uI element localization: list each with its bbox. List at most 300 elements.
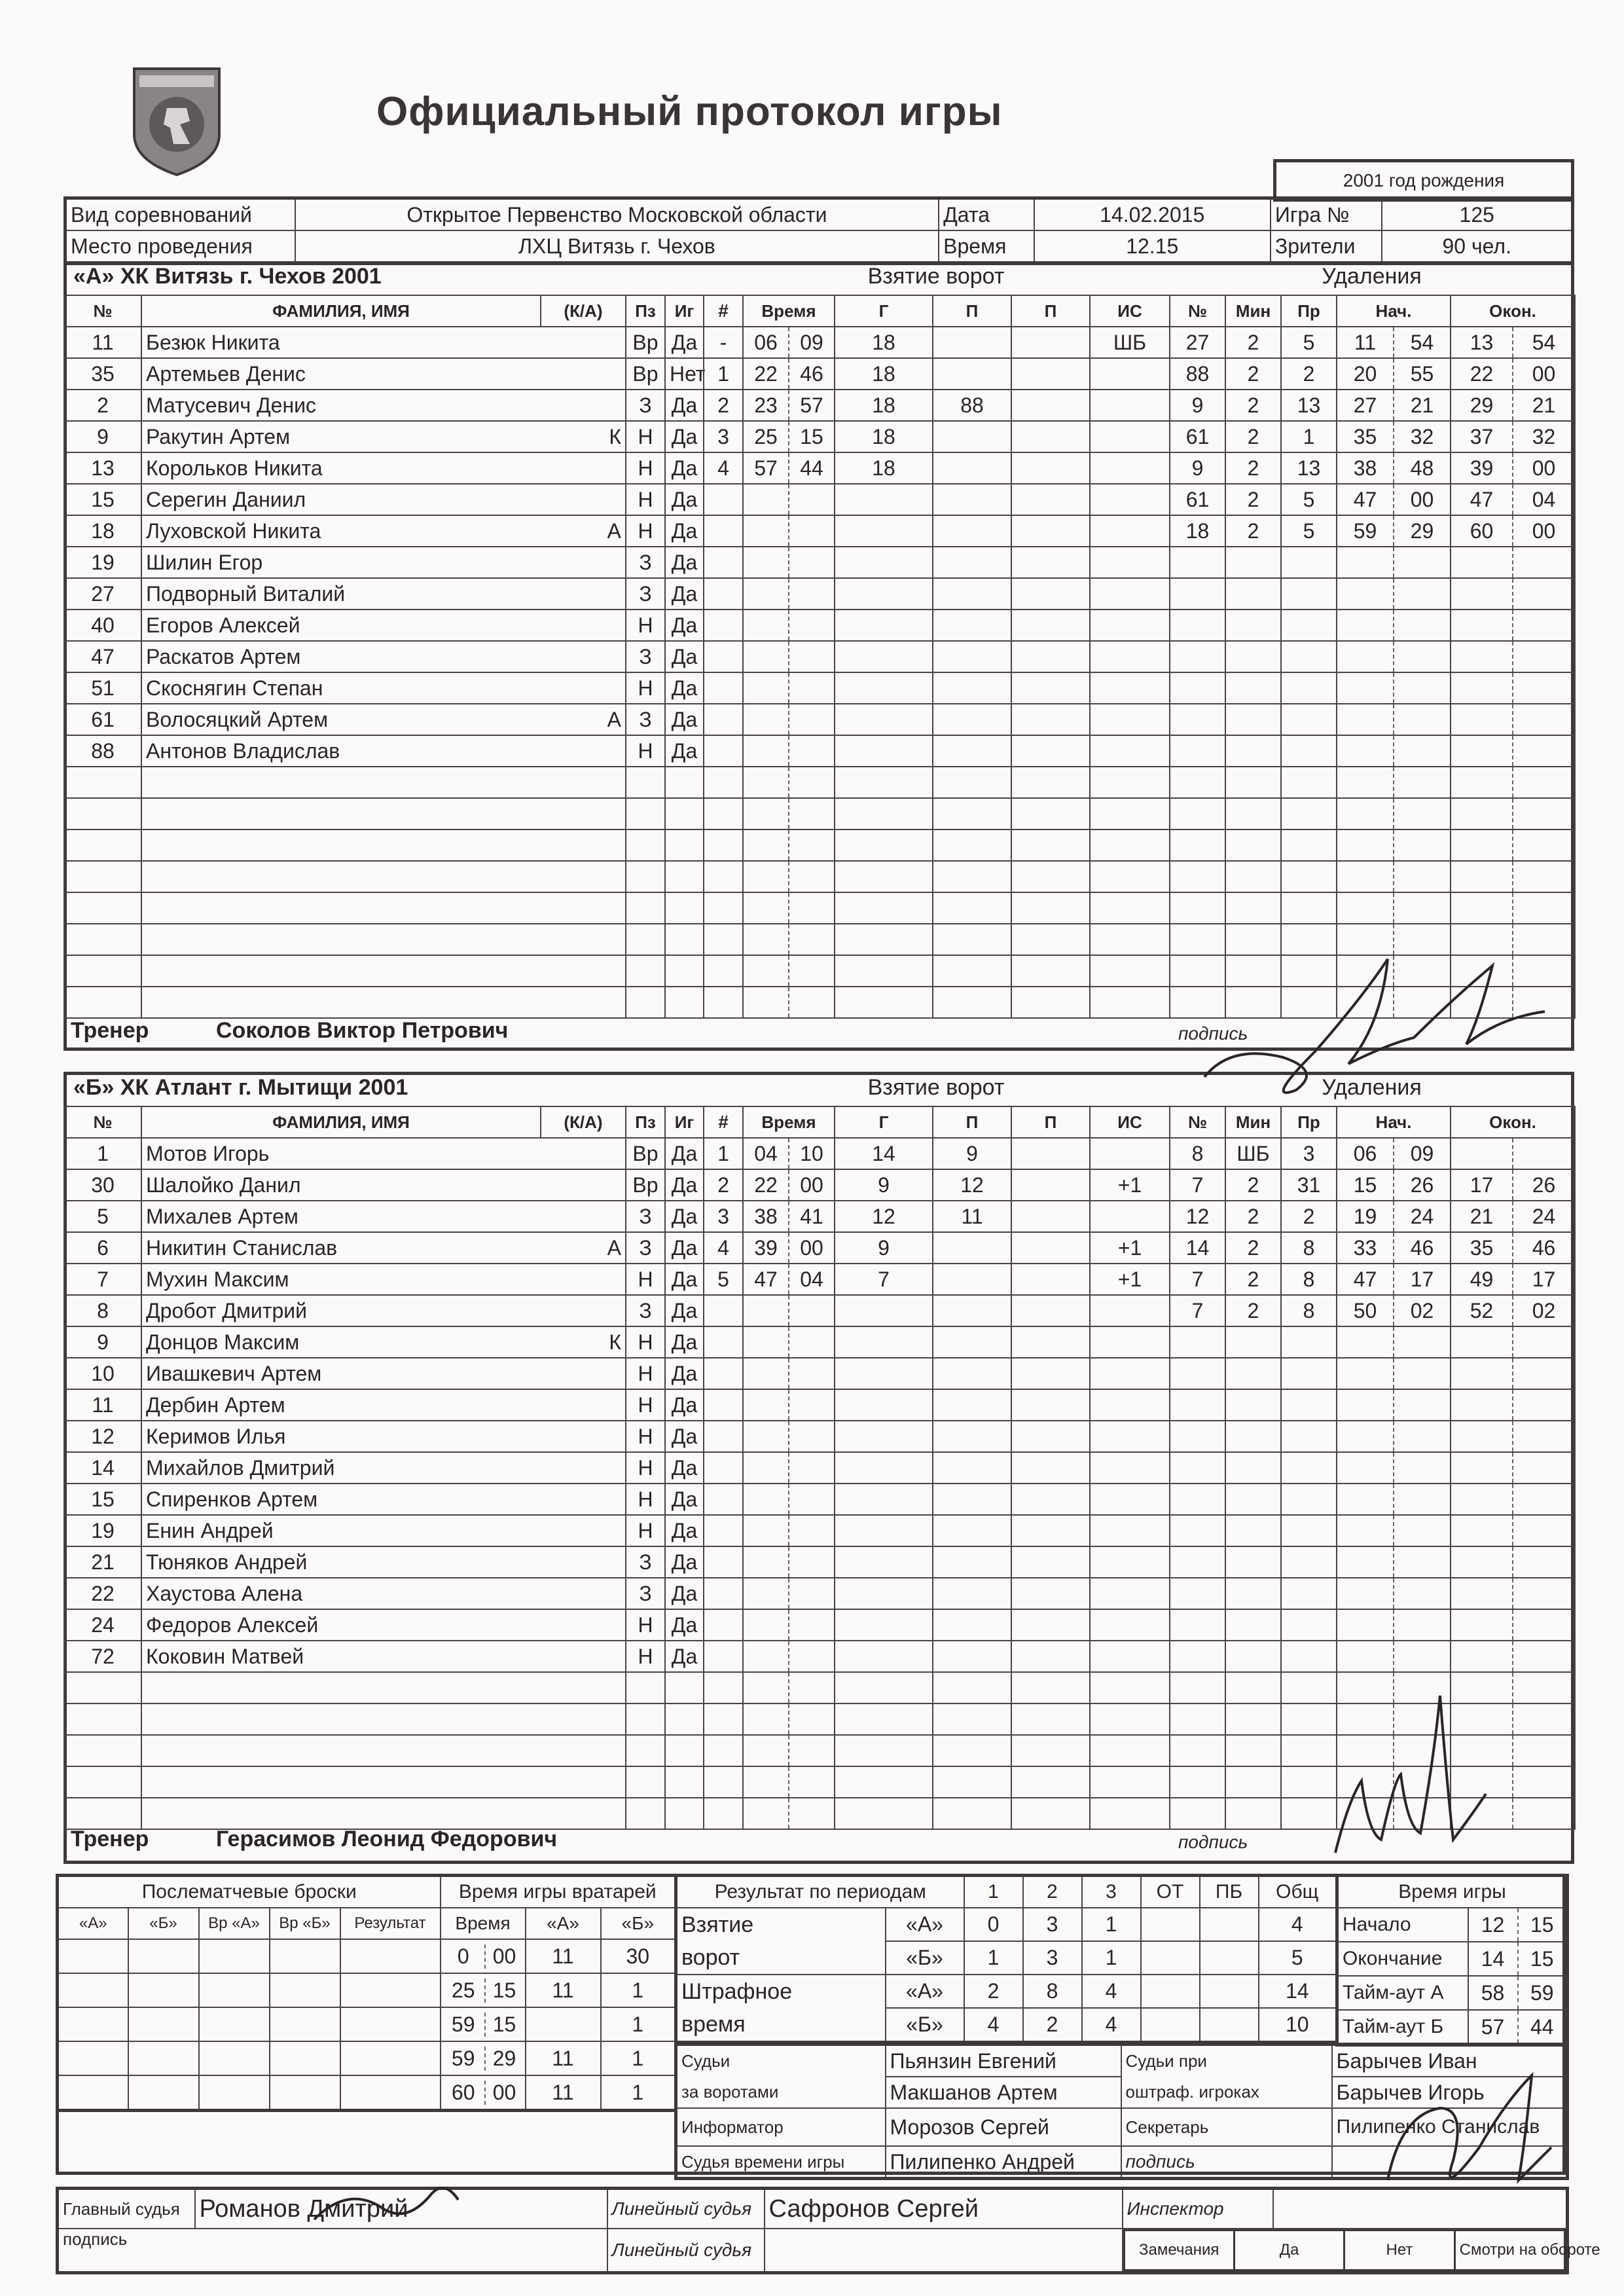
team-b-pen-end-min bbox=[1451, 1452, 1513, 1484]
team-b-pen-reason bbox=[1281, 1452, 1337, 1484]
team-b-goal-min: 39 bbox=[743, 1232, 789, 1264]
team-b-player-role bbox=[541, 1735, 626, 1766]
team-a-goal-sec bbox=[789, 547, 835, 578]
team-a-pen-start-sec bbox=[1394, 767, 1451, 798]
team-a-goal-min bbox=[743, 767, 789, 798]
table-row bbox=[64, 1295, 704, 1326]
team-b-goal-min bbox=[743, 1641, 789, 1672]
table-row bbox=[64, 1169, 704, 1201]
team-b-goal-sec: 00 bbox=[789, 1232, 835, 1264]
team-b-goal-situation bbox=[1090, 1295, 1170, 1326]
team-a-pen-end-min bbox=[1451, 641, 1513, 672]
team-b-pen-min bbox=[1225, 1704, 1281, 1735]
results-title: Результат по периодам bbox=[676, 1876, 964, 1908]
table-row bbox=[704, 1484, 1170, 1515]
team-a-pen-reason bbox=[1281, 829, 1337, 861]
team-b-pen-end-sec bbox=[1513, 1484, 1575, 1515]
team-a-goals-col-4: П bbox=[1011, 295, 1090, 327]
team-a-pen-end-min bbox=[1451, 798, 1513, 829]
team-b-pen-col-0: № bbox=[1170, 1106, 1225, 1138]
team-a-pen-min bbox=[1225, 547, 1281, 578]
team-b-player-plays: Да bbox=[665, 1609, 704, 1641]
team-a-player-role: А bbox=[541, 704, 626, 735]
team-b-pen-min bbox=[1225, 1766, 1281, 1798]
team-a-goal-num bbox=[704, 641, 743, 672]
team-a-goal-assist2 bbox=[1011, 892, 1090, 924]
team-b-goal-num bbox=[704, 1798, 743, 1829]
team-a-player-role bbox=[541, 452, 626, 484]
team-a-player-pos: З bbox=[626, 578, 665, 610]
team-a-pen-reason bbox=[1281, 861, 1337, 892]
team-b-goal-sec bbox=[789, 1484, 835, 1515]
team-a-player-plays: Да bbox=[665, 735, 704, 767]
team-a-player-num bbox=[64, 767, 141, 798]
team-a-player-plays: Да bbox=[665, 421, 704, 452]
team-b-goal-num bbox=[704, 1484, 743, 1515]
team-a-pen-start-sec: 48 bbox=[1394, 452, 1451, 484]
table-row bbox=[1170, 1484, 1575, 1515]
team-b-goal-situation bbox=[1090, 1421, 1170, 1452]
team-b-pen-start-min bbox=[1337, 1578, 1394, 1609]
team-a-goal-min bbox=[743, 987, 789, 1018]
table-row bbox=[1170, 1515, 1575, 1546]
team-b-goal-assist1 bbox=[933, 1766, 1011, 1798]
team-a-pen-col-0: № bbox=[1170, 295, 1225, 327]
team-a-pen-table bbox=[1169, 295, 1576, 1019]
team-a-pen-end-min: 47 bbox=[1451, 484, 1513, 515]
team-b-pen-start-sec: 46 bbox=[1394, 1232, 1451, 1264]
team-a-player-num: 27 bbox=[64, 578, 141, 610]
team-a-pen-end-min bbox=[1451, 735, 1513, 767]
team-a-pen-reason: 5 bbox=[1281, 484, 1337, 515]
team-b-goal-assist1 bbox=[933, 1264, 1011, 1295]
team-a-pen-min: 2 bbox=[1225, 515, 1281, 547]
team-a-pen-end-min bbox=[1451, 829, 1513, 861]
gk-b: 1 bbox=[601, 2075, 676, 2111]
team-a-pen-reason: 5 bbox=[1281, 327, 1337, 358]
team-b-player-role bbox=[541, 1766, 626, 1798]
team-b-goal-sec bbox=[789, 1358, 835, 1389]
team-b-player-num: 30 bbox=[64, 1169, 141, 1201]
team-b-pen-min bbox=[1225, 1484, 1281, 1515]
team-a-player-plays: Да bbox=[665, 704, 704, 735]
team-b-goal-min bbox=[743, 1766, 789, 1798]
team-a-goal-assist1 bbox=[933, 924, 1011, 955]
team-a-pen-end-sec: 04 bbox=[1513, 484, 1575, 515]
team-a-goal-assist2 bbox=[1011, 421, 1090, 452]
team-b-pen-player bbox=[1170, 1609, 1225, 1641]
team-a-goal-scorer bbox=[835, 987, 933, 1018]
table-row bbox=[704, 1609, 1170, 1641]
inspector-label: Инспектор bbox=[1123, 2189, 1273, 2229]
table-row bbox=[1170, 358, 1575, 390]
table-row bbox=[704, 547, 1170, 578]
table-row bbox=[1170, 484, 1575, 515]
goals-b-p2: 1 bbox=[1082, 1941, 1141, 1975]
team-a-pen-start-min bbox=[1337, 829, 1394, 861]
team-a-pen-start-min: 20 bbox=[1337, 358, 1394, 390]
team-a-goal-situation bbox=[1090, 390, 1170, 421]
table-row bbox=[704, 1264, 1170, 1295]
table-row bbox=[1170, 1389, 1575, 1421]
team-b-goal-scorer bbox=[835, 1766, 933, 1798]
team-b-goal-situation: +1 bbox=[1090, 1264, 1170, 1295]
team-b-pen-player bbox=[1170, 1578, 1225, 1609]
team-a-pen-reason bbox=[1281, 767, 1337, 798]
team-a-pen-start-sec bbox=[1394, 735, 1451, 767]
team-b-player-num: 1 bbox=[64, 1138, 141, 1169]
team-a-goal-situation bbox=[1090, 704, 1170, 735]
table-row bbox=[1170, 421, 1575, 452]
team-b-goal-situation bbox=[1090, 1452, 1170, 1484]
team-a-player-num: 61 bbox=[64, 704, 141, 735]
team-a-pen-start-min bbox=[1337, 767, 1394, 798]
team-b-goal-scorer bbox=[835, 1484, 933, 1515]
team-b-player-role bbox=[541, 1264, 626, 1295]
team-b-goal-min bbox=[743, 1295, 789, 1326]
table-row bbox=[64, 1264, 704, 1295]
team-a-goal-sec bbox=[789, 735, 835, 767]
team-b-pen-start-sec: 02 bbox=[1394, 1295, 1451, 1326]
team-b-player-name: Донцов Максим bbox=[141, 1326, 541, 1358]
pim-b-p2: 4 bbox=[1082, 2008, 1141, 2043]
team-b-goal-min: 47 bbox=[743, 1264, 789, 1295]
team-a-goal-situation bbox=[1090, 484, 1170, 515]
team-a-player-num: 19 bbox=[64, 547, 141, 578]
team-b-goal-assist2 bbox=[1011, 1735, 1090, 1766]
table-row bbox=[64, 1326, 704, 1358]
results-col-2: 3 bbox=[1082, 1876, 1141, 1908]
team-b-goal-situation bbox=[1090, 1798, 1170, 1829]
gk-b: 1 bbox=[601, 2007, 676, 2041]
box-judge-2: Барычев Игорь bbox=[1332, 2077, 1568, 2108]
team-b-players-col-0: № bbox=[64, 1106, 141, 1138]
team-b-goal-num bbox=[704, 1578, 743, 1609]
team-b-pen-end-sec bbox=[1513, 1358, 1575, 1389]
table-row bbox=[704, 421, 1170, 452]
table-row bbox=[64, 1546, 704, 1578]
team-a-players-col-0: № bbox=[64, 295, 141, 327]
team-b-goal-situation: +1 bbox=[1090, 1169, 1170, 1201]
team-b-goal-scorer: 7 bbox=[835, 1264, 933, 1295]
team-a-pen-player bbox=[1170, 767, 1225, 798]
team-b-pen-end-min: 49 bbox=[1451, 1264, 1513, 1295]
team-a-goal-min bbox=[743, 578, 789, 610]
team-b-player-role bbox=[541, 1138, 626, 1169]
team-a-pen-min bbox=[1225, 829, 1281, 861]
team-a-player-plays bbox=[665, 892, 704, 924]
team-b-pen-start-min bbox=[1337, 1421, 1394, 1452]
team-a-pen-min bbox=[1225, 704, 1281, 735]
results-col-0: 1 bbox=[964, 1876, 1023, 1908]
team-a-goal-min: 57 bbox=[743, 452, 789, 484]
team-a-pen-end-sec: 00 bbox=[1513, 452, 1575, 484]
club-logo bbox=[128, 62, 226, 177]
team-b-player-num: 11 bbox=[64, 1389, 141, 1421]
team-b-player-pos: Н bbox=[626, 1484, 665, 1515]
team-b-pen-start-sec bbox=[1394, 1578, 1451, 1609]
team-a-pen-player: 9 bbox=[1170, 390, 1225, 421]
game-time-sec: 15 bbox=[1518, 1942, 1568, 1976]
team-b-goal-assist2 bbox=[1011, 1766, 1090, 1798]
team-a-player-name: Матусевич Денис bbox=[141, 390, 541, 421]
team-a-goal-sec bbox=[789, 610, 835, 641]
team-b-player-pos: З bbox=[626, 1201, 665, 1232]
team-a-pen-player bbox=[1170, 735, 1225, 767]
team-b-goal-num bbox=[704, 1766, 743, 1798]
team-b-goal-min bbox=[743, 1735, 789, 1766]
team-b-pen-end-min bbox=[1451, 1484, 1513, 1515]
team-b-player-num: 8 bbox=[64, 1295, 141, 1326]
goals-b-p5: 5 bbox=[1259, 1941, 1337, 1975]
team-b-player-num: 10 bbox=[64, 1358, 141, 1389]
header-table bbox=[63, 196, 1574, 264]
team-b-goal-sec: 41 bbox=[789, 1201, 835, 1232]
team-a-goal-situation bbox=[1090, 955, 1170, 987]
team-b-goal-assist2 bbox=[1011, 1798, 1090, 1829]
team-a-player-pos bbox=[626, 829, 665, 861]
team-b-pen-player bbox=[1170, 1484, 1225, 1515]
team-b-player-role: К bbox=[541, 1326, 626, 1358]
team-a-pen-end-sec bbox=[1513, 704, 1575, 735]
team-b-pen-start-sec bbox=[1394, 1358, 1451, 1389]
gk-a: 11 bbox=[526, 1939, 601, 1973]
team-a-goal-sec bbox=[789, 672, 835, 704]
gk-time: 25 15 bbox=[441, 1973, 526, 2007]
team-b-goal-scorer bbox=[835, 1326, 933, 1358]
team-b-player-role bbox=[541, 1578, 626, 1609]
team-a-goal-min bbox=[743, 704, 789, 735]
team-b-pen-end-min: 17 bbox=[1451, 1169, 1513, 1201]
team-b-pen-min bbox=[1225, 1326, 1281, 1358]
team-b-pen-player bbox=[1170, 1704, 1225, 1735]
team-b-goal-scorer bbox=[835, 1295, 933, 1326]
team-b-goal-num: 3 bbox=[704, 1201, 743, 1232]
team-a-goal-situation bbox=[1090, 610, 1170, 641]
team-a-pen-reason: 5 bbox=[1281, 515, 1337, 547]
team-b-pen-end-min: 35 bbox=[1451, 1232, 1513, 1264]
team-b-player-pos: Н bbox=[626, 1264, 665, 1295]
team-a-pen-start-min bbox=[1337, 641, 1394, 672]
team-b-pen-reason bbox=[1281, 1578, 1337, 1609]
team-a-goal-sec bbox=[789, 578, 835, 610]
team-b-goal-assist1 bbox=[933, 1358, 1011, 1389]
team-a-goal-scorer bbox=[835, 672, 933, 704]
table-row bbox=[704, 1389, 1170, 1421]
team-b-pen-player bbox=[1170, 1798, 1225, 1829]
team-b-pen-player: 12 bbox=[1170, 1201, 1225, 1232]
team-b-pen-start-min: 19 bbox=[1337, 1201, 1394, 1232]
team-b-player-name: Мухин Максим bbox=[141, 1264, 541, 1295]
table-row bbox=[64, 767, 704, 798]
team-b-player-role bbox=[541, 1358, 626, 1389]
team-b-player-name: Дербин Артем bbox=[141, 1389, 541, 1421]
team-a-goals-title: Взятие ворот bbox=[867, 264, 1005, 289]
team-b-goal-scorer bbox=[835, 1452, 933, 1484]
team-a-pen-end-sec bbox=[1513, 767, 1575, 798]
team-b-pen-player bbox=[1170, 1515, 1225, 1546]
team-b-goal-sec bbox=[789, 1295, 835, 1326]
team-b-pen-end-min bbox=[1451, 1641, 1513, 1672]
shootout-col-3: Вр «Б» bbox=[270, 1908, 340, 1939]
team-a-pen-start-min bbox=[1337, 610, 1394, 641]
remarks-yes: Да bbox=[1234, 2231, 1344, 2270]
team-b-pen-start-sec: 09 bbox=[1394, 1138, 1451, 1169]
table-row bbox=[1170, 1138, 1575, 1169]
game-time-min: 58 bbox=[1468, 1976, 1518, 2010]
team-a-goal-assist1 bbox=[933, 610, 1011, 641]
team-b-goal-scorer bbox=[835, 1704, 933, 1735]
team-b-pen-col-3: Нач. bbox=[1337, 1106, 1451, 1138]
team-a-pen-col-4: Окон. bbox=[1451, 295, 1575, 327]
team-b-goal-assist2 bbox=[1011, 1138, 1090, 1169]
team-a-player-name: Корольков Никита bbox=[141, 452, 541, 484]
team-a-player-num: 2 bbox=[64, 390, 141, 421]
goals-b-side: «Б» bbox=[886, 1941, 964, 1975]
team-a-player-num bbox=[64, 955, 141, 987]
team-a-goal-min bbox=[743, 610, 789, 641]
team-b-player-plays: Да bbox=[665, 1389, 704, 1421]
team-b-pen-min bbox=[1225, 1421, 1281, 1452]
team-b-player-plays: Да bbox=[665, 1138, 704, 1169]
remarks-no: Нет bbox=[1344, 2231, 1454, 2270]
linesman-2-label: Линейный судья bbox=[607, 2229, 765, 2273]
table-row bbox=[64, 1578, 704, 1609]
table-row bbox=[64, 515, 704, 547]
team-a-player-num: 35 bbox=[64, 358, 141, 390]
table-row bbox=[1170, 610, 1575, 641]
team-a-pen-end-sec: 00 bbox=[1513, 515, 1575, 547]
team-b-pen-min: 2 bbox=[1225, 1295, 1281, 1326]
team-b-player-plays: Да bbox=[665, 1515, 704, 1546]
team-b-goal-sec bbox=[789, 1672, 835, 1704]
team-a-pen-end-sec: 00 bbox=[1513, 358, 1575, 390]
team-b-players-col-1: ФАМИЛИЯ, ИМЯ bbox=[141, 1106, 541, 1138]
team-a-goal-scorer: 18 bbox=[835, 452, 933, 484]
table-row bbox=[704, 987, 1170, 1018]
team-a-player-num: 51 bbox=[64, 672, 141, 704]
team-a-pen-end-sec: 21 bbox=[1513, 390, 1575, 421]
pim-a-p2: 4 bbox=[1082, 1975, 1141, 2008]
team-a-goal-situation bbox=[1090, 421, 1170, 452]
team-b-player-num: 19 bbox=[64, 1515, 141, 1546]
team-b-player-role bbox=[541, 1452, 626, 1484]
team-b-pen-start-min bbox=[1337, 1452, 1394, 1484]
team-b-player-pos: Н bbox=[626, 1609, 665, 1641]
table-row bbox=[704, 641, 1170, 672]
team-b-player-pos: Н bbox=[626, 1326, 665, 1358]
table-row bbox=[64, 735, 704, 767]
team-a-goal-min bbox=[743, 641, 789, 672]
team-b-pen-min bbox=[1225, 1515, 1281, 1546]
team-a-player-pos bbox=[626, 987, 665, 1018]
goals-b-label: ворот bbox=[676, 1941, 886, 1975]
team-b-player-role bbox=[541, 1672, 626, 1704]
team-a-goal-situation bbox=[1090, 515, 1170, 547]
stats-frame bbox=[56, 1874, 1566, 2175]
game-time-label: Начало bbox=[1337, 1908, 1468, 1942]
pim-b-p5: 10 bbox=[1259, 2008, 1337, 2043]
team-a-goal-min bbox=[743, 892, 789, 924]
team-a-pen-player: 88 bbox=[1170, 358, 1225, 390]
team-a-pen-player: 61 bbox=[1170, 421, 1225, 452]
team-b-pen-player: 7 bbox=[1170, 1264, 1225, 1295]
team-a-pen-reason bbox=[1281, 547, 1337, 578]
team-b-player-name: Михалев Артем bbox=[141, 1201, 541, 1232]
team-b-goal-situation bbox=[1090, 1138, 1170, 1169]
team-b-goals-col-0: # bbox=[704, 1106, 743, 1138]
team-b-pen-player bbox=[1170, 1672, 1225, 1704]
team-a-player-name bbox=[141, 798, 541, 829]
team-a-goal-assist2 bbox=[1011, 798, 1090, 829]
team-b-goal-situation bbox=[1090, 1735, 1170, 1766]
team-b-pen-start-min: 50 bbox=[1337, 1295, 1394, 1326]
table-row bbox=[704, 1766, 1170, 1798]
team-a-pen-start-sec bbox=[1394, 672, 1451, 704]
team-a-goal-situation bbox=[1090, 641, 1170, 672]
pim-a-label: Штрафное bbox=[676, 1975, 886, 2008]
timekeeper-name: Пилипенко Андрей bbox=[886, 2146, 1121, 2179]
team-a-goal-assist2 bbox=[1011, 955, 1090, 987]
table-row bbox=[704, 1672, 1170, 1704]
team-b-pen-start-min: 06 bbox=[1337, 1138, 1394, 1169]
table-row bbox=[704, 672, 1170, 704]
year-box bbox=[1273, 159, 1574, 202]
table-row bbox=[64, 1421, 704, 1452]
team-a-pen-start-sec bbox=[1394, 861, 1451, 892]
team-a-pen-start-sec bbox=[1394, 829, 1451, 861]
gk-time: 59 29 bbox=[441, 2041, 526, 2075]
team-b-player-name: Керимов Илья bbox=[141, 1421, 541, 1452]
team-b-player-name bbox=[141, 1735, 541, 1766]
table-row bbox=[704, 1232, 1170, 1264]
team-b-player-pos: З bbox=[626, 1578, 665, 1609]
team-b-pen-player bbox=[1170, 1546, 1225, 1578]
team-a-goal-num bbox=[704, 735, 743, 767]
team-a-pen-col-3: Нач. bbox=[1337, 295, 1451, 327]
table-row bbox=[1170, 1546, 1575, 1578]
team-a-player-plays bbox=[665, 798, 704, 829]
team-a-goal-assist1 bbox=[933, 861, 1011, 892]
table-row bbox=[1170, 1264, 1575, 1295]
team-a-goal-scorer bbox=[835, 484, 933, 515]
table-row bbox=[704, 861, 1170, 892]
team-b-pen-end-sec bbox=[1513, 1326, 1575, 1358]
table-row bbox=[64, 547, 704, 578]
table-row bbox=[704, 1421, 1170, 1452]
team-b-coach-label: Тренер bbox=[71, 1827, 149, 1851]
team-a-goal-scorer: 18 bbox=[835, 327, 933, 358]
team-a-player-num: 47 bbox=[64, 641, 141, 672]
team-b-player-name: Енин Андрей bbox=[141, 1515, 541, 1546]
team-a-pen-end-sec bbox=[1513, 892, 1575, 924]
team-a-player-plays: Да bbox=[665, 610, 704, 641]
team-b-player-pos: Н bbox=[626, 1421, 665, 1452]
team-b-pen-min: 2 bbox=[1225, 1201, 1281, 1232]
team-a-player-name: Раскатов Артем bbox=[141, 641, 541, 672]
team-a-title: «А» ХК Витязь г. Чехов 2001 bbox=[73, 264, 382, 289]
team-b-pen-end-sec bbox=[1513, 1421, 1575, 1452]
team-a-pen-player: 61 bbox=[1170, 484, 1225, 515]
team-b-pen-end-sec bbox=[1513, 1766, 1575, 1798]
team-a-goal-assist2 bbox=[1011, 735, 1090, 767]
team-a-player-pos: З bbox=[626, 704, 665, 735]
team-b-player-plays bbox=[665, 1704, 704, 1735]
team-a-goal-sec bbox=[789, 955, 835, 987]
goals-a-p2: 1 bbox=[1082, 1908, 1141, 1941]
table-row bbox=[1170, 1452, 1575, 1484]
referee-label: Главный судья bbox=[58, 2189, 195, 2229]
